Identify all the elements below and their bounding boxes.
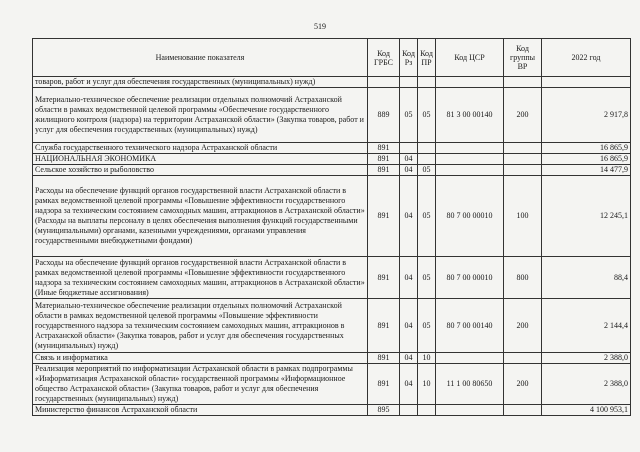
cell-rz: 04 <box>400 165 418 176</box>
cell-csr <box>436 77 504 88</box>
column-header-vr: Код группы ВР <box>504 39 542 77</box>
cell-grbs: 889 <box>368 88 400 143</box>
cell-name: НАЦИОНАЛЬНАЯ ЭКОНОМИКА <box>33 154 368 165</box>
cell-csr: 80 7 00 00010 <box>436 176 504 257</box>
cell-pr <box>418 154 436 165</box>
cell-amount: 2 917,8 <box>542 88 631 143</box>
column-header-rz: Код Рз <box>400 39 418 77</box>
column-header-year: 2022 год <box>542 39 631 77</box>
cell-pr: 10 <box>418 364 436 405</box>
cell-grbs: 891 <box>368 299 400 353</box>
cell-name: Расходы на обеспечение функций органов государственной власти Астраханской области в рамках ведомственной целевой программы «Повышение эффективности государственного надзора за техническим состоянием самоходных машин, аттракционов в Астраханской области» (Расходы на выплаты персоналу в целях обеспечения выполнения функций государственными (муниципальными) органами, казенными учреждениями, органами управления государственными внебюджетными фондами) <box>33 176 368 257</box>
cell-amount: 88,4 <box>542 257 631 299</box>
table-row <box>33 88 631 143</box>
cell-grbs: 891 <box>368 154 400 165</box>
table-header-row <box>33 39 631 77</box>
cell-rz: 05 <box>400 88 418 143</box>
table-row <box>33 299 631 353</box>
column-header-pr: Код ПР <box>418 39 436 77</box>
cell-pr: 05 <box>418 88 436 143</box>
cell-pr: 05 <box>418 165 436 176</box>
column-header-grbs: Код ГРБС <box>368 39 400 77</box>
cell-amount: 14 477,9 <box>542 165 631 176</box>
cell-grbs: 895 <box>368 405 400 416</box>
cell-amount: 16 865,9 <box>542 143 631 154</box>
cell-grbs: 891 <box>368 165 400 176</box>
cell-grbs <box>368 77 400 88</box>
cell-vr: 200 <box>504 88 542 143</box>
table-row <box>33 77 631 88</box>
cell-amount: 2 388,0 <box>542 364 631 405</box>
cell-rz <box>400 77 418 88</box>
table-row <box>33 353 631 364</box>
cell-vr <box>504 353 542 364</box>
table-row <box>33 364 631 405</box>
cell-pr: 05 <box>418 299 436 353</box>
column-header-csr: Код ЦСР <box>436 39 504 77</box>
cell-pr <box>418 405 436 416</box>
cell-pr: 10 <box>418 353 436 364</box>
cell-grbs: 891 <box>368 176 400 257</box>
cell-rz: 04 <box>400 353 418 364</box>
cell-vr: 100 <box>504 176 542 257</box>
cell-vr <box>504 165 542 176</box>
cell-rz <box>400 405 418 416</box>
cell-csr <box>436 143 504 154</box>
cell-name: Связь и информатика <box>33 353 368 364</box>
cell-pr <box>418 77 436 88</box>
cell-grbs: 891 <box>368 353 400 364</box>
page-number: 519 <box>314 22 326 31</box>
cell-vr <box>504 405 542 416</box>
cell-pr: 05 <box>418 176 436 257</box>
cell-name: Министерство финансов Астраханской области <box>33 405 368 416</box>
cell-grbs: 891 <box>368 143 400 154</box>
cell-vr: 200 <box>504 299 542 353</box>
cell-csr <box>436 405 504 416</box>
cell-csr <box>436 353 504 364</box>
cell-name: товаров, работ и услуг для обеспечения государственных (муниципальных) нужд) <box>33 77 368 88</box>
cell-name: Сельское хозяйство и рыболовство <box>33 165 368 176</box>
cell-rz: 04 <box>400 257 418 299</box>
cell-csr: 11 1 00 80650 <box>436 364 504 405</box>
table-row <box>33 257 631 299</box>
cell-grbs: 891 <box>368 257 400 299</box>
cell-csr: 80 7 00 00140 <box>436 299 504 353</box>
cell-vr <box>504 154 542 165</box>
cell-name: Реализация мероприятий по информатизации Астраханской области в рамках подпрограммы «Информатизация Астраханской области» государственной программы «Информационное общество Астраханской области» (Закупка товаров, работ и услуг для обеспечения государственных (муниципальных) нужд) <box>33 364 368 405</box>
cell-grbs: 891 <box>368 364 400 405</box>
cell-rz: 04 <box>400 176 418 257</box>
budget-table <box>32 38 631 416</box>
cell-name: Материально-техническое обеспечение реализации отдельных полномочий Астраханской области в рамках ведомственной целевой программы «Обеспечение государственного жилищного контроля (надзора) на территории Астраханской области» (Закупка товаров, работ и услуг для обеспечения государственных (муниципальных) нужд) <box>33 88 368 143</box>
table-row <box>33 154 631 165</box>
cell-vr: 800 <box>504 257 542 299</box>
cell-csr <box>436 165 504 176</box>
table-row <box>33 405 631 416</box>
cell-amount <box>542 77 631 88</box>
cell-csr <box>436 154 504 165</box>
cell-vr <box>504 77 542 88</box>
cell-amount: 2 388,0 <box>542 353 631 364</box>
cell-rz <box>400 143 418 154</box>
cell-name: Расходы на обеспечение функций органов государственной власти Астраханской области в рамках ведомственной целевой программы «Повышение эффективности государственного надзора за техническим состоянием самоходных машин, аттракционов в Астраханской области» (Иные бюджетные ассигнования) <box>33 257 368 299</box>
table-row <box>33 143 631 154</box>
cell-amount: 4 100 953,1 <box>542 405 631 416</box>
table-row <box>33 176 631 257</box>
column-header-name: Наименование показателя <box>33 39 368 77</box>
cell-name: Служба государственного технического надзора Астраханской области <box>33 143 368 154</box>
cell-rz: 04 <box>400 154 418 165</box>
cell-amount: 2 144,4 <box>542 299 631 353</box>
cell-pr: 05 <box>418 257 436 299</box>
cell-rz: 04 <box>400 364 418 405</box>
cell-csr: 81 3 00 00140 <box>436 88 504 143</box>
cell-amount: 16 865,9 <box>542 154 631 165</box>
cell-name: Материально-техническое обеспечение реализации отдельных полномочий Астраханской области в рамках ведомственной целевой программы «Повышение эффективности государственного надзора за техническим состоянием самоходных машин, аттракционов в Астраханской области» (Закупка товаров, работ и услуг для обеспечения государственных (муниципальных) нужд) <box>33 299 368 353</box>
cell-pr <box>418 143 436 154</box>
cell-vr: 200 <box>504 364 542 405</box>
cell-rz: 04 <box>400 299 418 353</box>
cell-csr: 80 7 00 00010 <box>436 257 504 299</box>
cell-vr <box>504 143 542 154</box>
table-row <box>33 165 631 176</box>
cell-amount: 12 245,1 <box>542 176 631 257</box>
